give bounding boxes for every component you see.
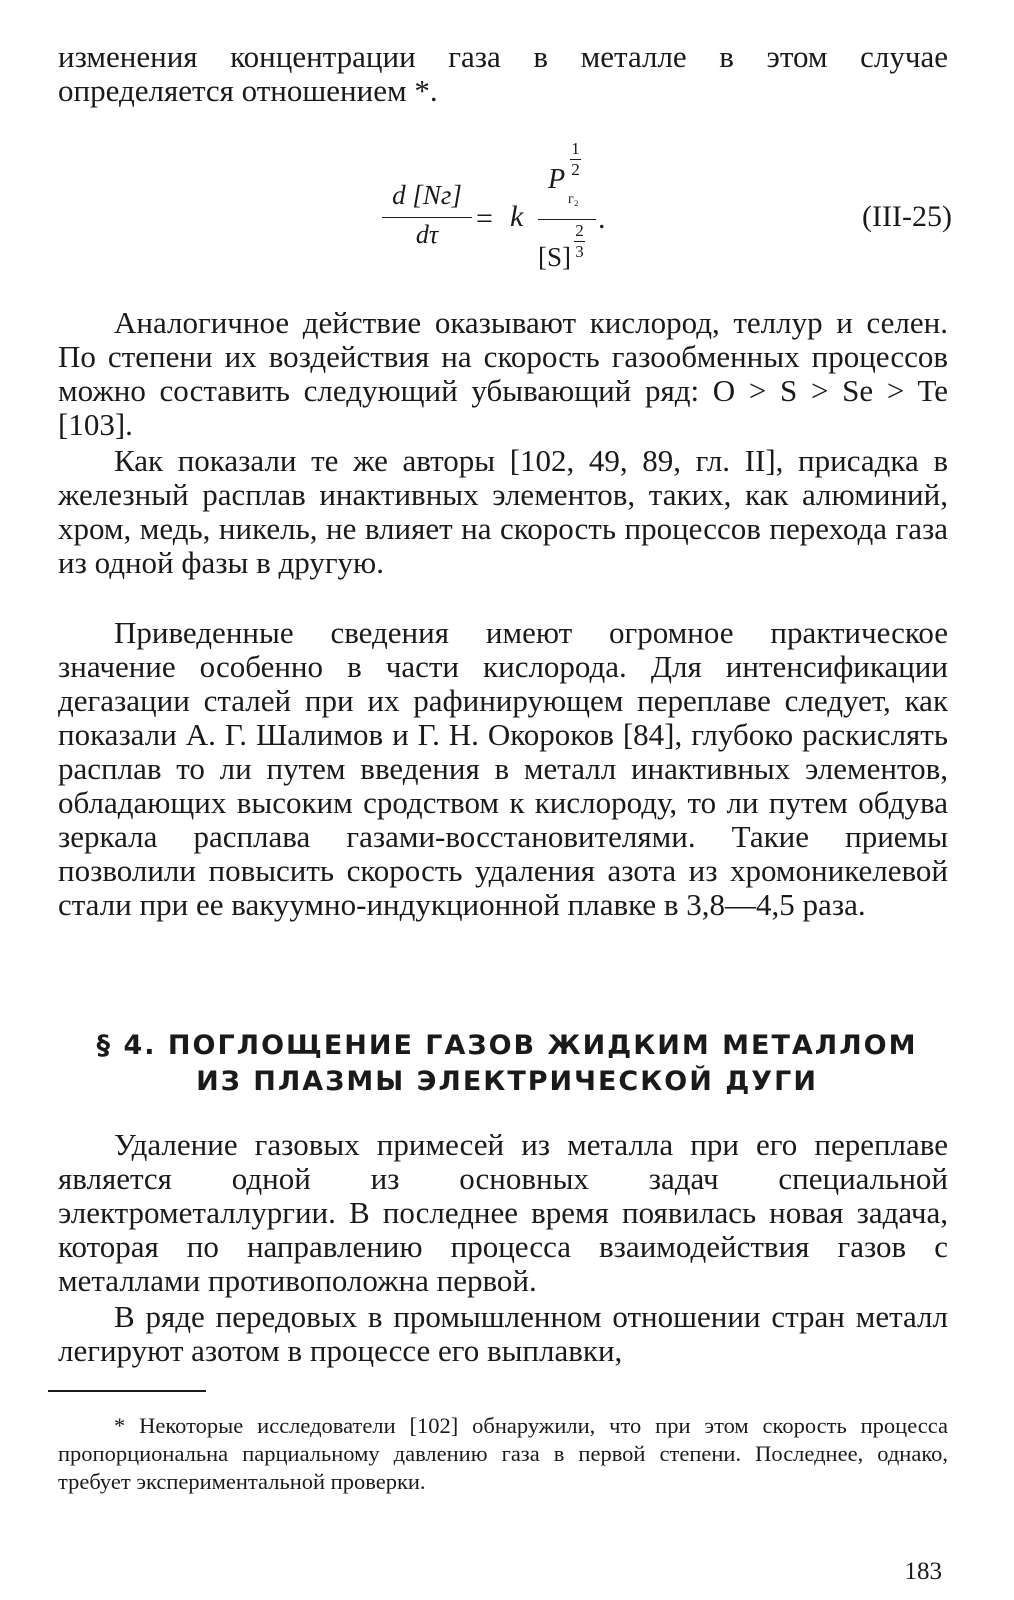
- formula-pressure-exponent: [570, 140, 581, 179]
- p-exp-denominator: 2: [571, 160, 580, 179]
- formula-pressure-subscript: г₂: [568, 192, 579, 207]
- page-number: 183: [904, 1558, 942, 1585]
- formula-sulfur-exponent: [574, 222, 585, 261]
- s-exp-numerator: 2: [575, 221, 584, 240]
- footnote: * Некоторые исследователи [102] обнаружили, что при этом скорость процесса пропорциональна парциальному давлению газа в первой степени. Последнее, однако, требует экспериментальной проверки.: [58, 1413, 948, 1494]
- formula-denominator: dτ: [415, 220, 439, 249]
- s-exp-denominator: 3: [575, 242, 584, 261]
- section-heading-line-1: § 4. ПОГЛОЩЕНИЕ ГАЗОВ ЖИДКИМ МЕТАЛЛОМ: [96, 1030, 918, 1061]
- paragraph-analogous-action: Аналогичное действие оказывают кислород, теллур и селен. По степени их воздействия на скорость газообменных процессов можно составить следующий убывающий ряд: O > S > Se > Te [103].: [58, 305, 948, 442]
- paragraph-intro: изменения концентрации газа в металле в этом случае определяется отношением *.: [58, 39, 948, 108]
- paragraph-inactive-elements: Как показали те же авторы [102, 49, 89, гл. II], присадка в железный расплав инактивных элементов, таких, как алюминий, хром, медь, никель, не влияет на скорость процессов перехода газа из одной фазы в другую.: [58, 443, 948, 580]
- paragraph-nitrogen-alloying: В ряде передовых в промышленном отношении стран металл легируют азотом в процессе его выплавки,: [58, 1299, 948, 1368]
- fraction-bar-right: [538, 219, 596, 220]
- formula-k: k: [510, 200, 524, 233]
- footnote-separator: [48, 1390, 206, 1392]
- p-exp-numerator: 1: [571, 139, 580, 158]
- formula-sulfur: [S]: [538, 242, 571, 272]
- formula-iii-25: [0, 140, 1014, 280]
- section-heading-line-2: ИЗ ПЛАЗМЫ ЭЛЕКТРИЧЕСКОЙ ДУГИ: [196, 1066, 818, 1097]
- formula-equals: =: [476, 202, 493, 235]
- paragraph-practical-significance: Приведенные сведения имеют огромное практическое значение особенно в части кислорода. Для интенсификации дегазации сталей при их рафинирующем переплаве следует, как показали А. Г. Шалимов и Г. Н. Окороков [84], глубоко раскислять расплав то ли путем введения в металл инактивных элементов, обладающих высоким сродством к кислороду, то ли путем обдува зеркала расплава газами-восстановителями. Такие приемы позволили повысить скорость удаления азота из хромоникелевой стали при ее вакуумно-индукционной плавке в 3,8—4,5 раза.: [58, 615, 948, 922]
- formula-numerator: d [Nг]: [392, 180, 462, 210]
- formula-pressure: P: [548, 164, 566, 195]
- fraction-bar-left: [382, 217, 472, 218]
- formula-number: (III-25): [862, 200, 952, 233]
- paragraph-gas-removal: Удаление газовых примесей из металла при его переплаве является одной из основных задач специальной электрометаллургии. В последнее время появилась новая задача, которая по направлению процесса взаимодействия газов с металлами противоположна первой.: [58, 1127, 948, 1298]
- formula-dot: .: [598, 202, 606, 235]
